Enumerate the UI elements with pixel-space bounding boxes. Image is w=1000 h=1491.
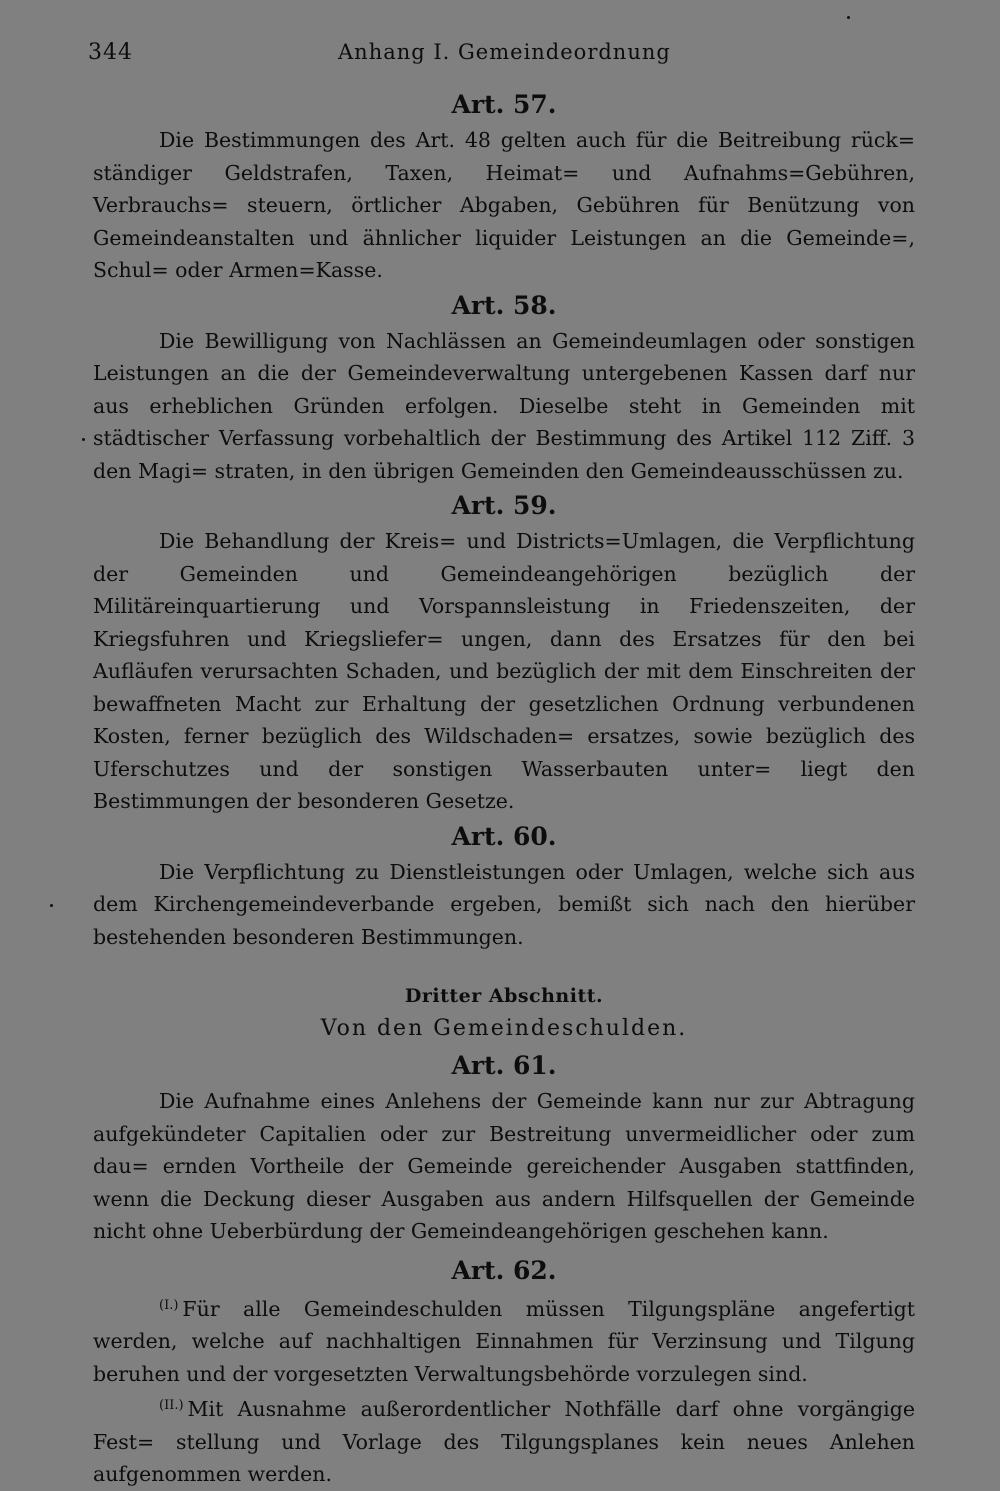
article-heading-58: Art. 58. bbox=[451, 290, 557, 320]
paragraph-text-1: Für alle Gemeindeschulden müssen Tilgungspläne angefertigt werden, welche auf nachhaltigen Einnahmen für Verzinsung und Tilgung beruhen und der vorgesetzten Verwaltungsbehörde vorzulegen sind. bbox=[93, 1296, 915, 1386]
article-heading-57: Art. 57. bbox=[451, 90, 557, 119]
paragraph-number-2: (II.) bbox=[159, 1398, 184, 1413]
section-label: Dritter Abschnitt. bbox=[404, 985, 604, 1007]
article-59-text: Die Behandlung der Kreis= und Districts=Umlagen, die Verpflichtung der Gemeinden und Gemeindeangehörigen bezüglich der Militäreinquartierung und Vorspannsleistung in Friedenszeiten, der Kriegsfuhren und Kriegsliefer= ungen, dann des Ersatzes für den bei Aufläufen verursachten Schaden, und bezüglich der mit dem Einschreiten der bewaffneten Macht zur Erhaltung der gesetzlichen Ordnung verbundenen Kosten, ferner bezüglich des Wildschaden= ersatzes, sowie bezüglich des Uferschutzes und der sonstigen Wasserbauten unter= liegt den Bestimmungen der besonderen Gesetze. bbox=[93, 529, 915, 813]
page-body bbox=[93, 86, 915, 1491]
article-57-text: Die Bestimmungen des Art. 48 gelten auch für die Beitreibung rück= ständiger Geldstrafen, Taxen, Heimat= und Aufnahms=Gebühren, Verbrauchs= steuern, örtlicher Abgaben, Gebühren für Benützung von Gemeindeanstalten und ähnlicher liquider Leistungen an die Gemeinde=, Schul= oder Armen=Kasse. bbox=[93, 128, 915, 282]
page-number: 344 bbox=[88, 40, 133, 65]
section-title: Von den Gemeindeschulden. bbox=[320, 1016, 688, 1041]
scan-speck bbox=[50, 904, 53, 907]
paragraph-text-2: Mit Ausnahme außerordentlicher Nothfälle darf ohne vorgängige Fest= stellung und Vorlage des Tilgungsplanes kein neues Anlehen aufgenommen werden. bbox=[93, 1397, 915, 1486]
scan-speck bbox=[82, 438, 85, 441]
scan-speck bbox=[847, 16, 850, 19]
article-62-paragraph-1 bbox=[93, 1290, 915, 1391]
article-60-text: Die Verpflichtung zu Dienstleistungen oder Umlagen, welche sich aus dem Kirchengemeindeverbande ergeben, bemißt sich nach den hierüber bestehenden besonderen Bestimmungen. bbox=[93, 859, 915, 949]
article-heading-59: Art. 59. bbox=[451, 491, 557, 520]
article-58-text: Die Bewilligung von Nachlässen an Gemeindeumlagen oder sonstigen Leistungen an die der Gemeindeverwaltung untergebenen Kassen darf nur aus erheblichen Gründen erfolgen. Dieselbe steht in Gemeinden mit städtischer Verfassung vorbehaltlich der Bestimmung des Artikel 112 Ziff. 3 den Magi= straten, in den übrigen Gemeinden den Gemeindeausschüssen zu. bbox=[93, 328, 915, 483]
article-heading-61: Art. 61. bbox=[451, 1051, 557, 1080]
article-heading-60: Art. 60. bbox=[451, 821, 557, 851]
paragraph-number-1: (I.) bbox=[159, 1297, 179, 1313]
article-61-text: Die Aufnahme eines Anlehens der Gemeinde kann nur zur Abtragung aufgekündeter Capitalien oder zur Bestreitung unvermeidlicher oder zum dau= ernden Vortheile der Gemeinde gereichender Ausgaben stattfinden, wenn die Deckung dieser Ausgaben aus andern Hilfsquellen der Gemeinde nicht ohne Ueberbürdung der Gemeindeangehörigen geschehen kann. bbox=[93, 1089, 915, 1243]
running-header bbox=[88, 40, 914, 74]
article-62-paragraph-2 bbox=[93, 1390, 915, 1491]
article-heading-62: Art. 62. bbox=[451, 1255, 557, 1285]
running-title: Anhang I. Gemeindeordnung bbox=[338, 40, 671, 64]
